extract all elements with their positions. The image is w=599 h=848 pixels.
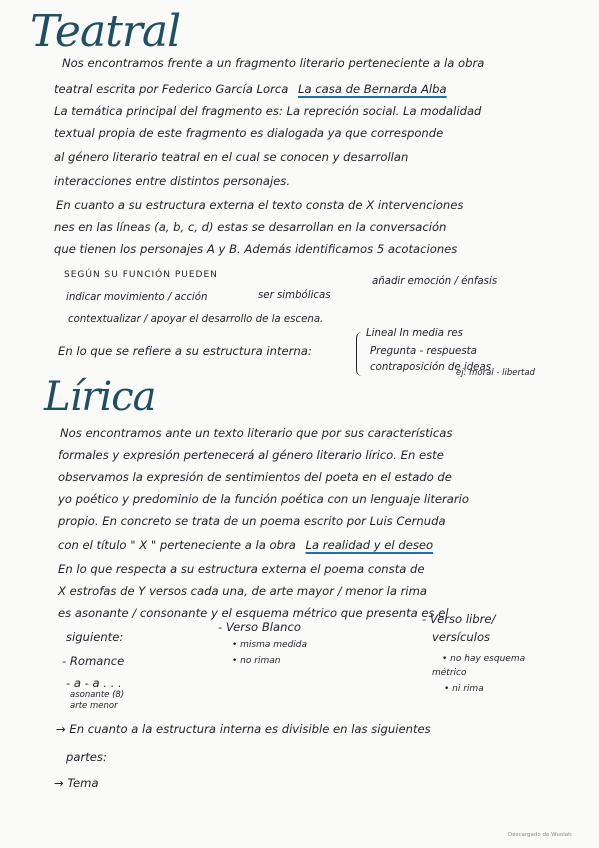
obra-link-bernarda-alba: La casa de Bernarda Alba [298, 82, 447, 96]
funcion-heading: SEGÚN SU FUNCIÓN PUEDEN [64, 270, 218, 280]
metrica-col2-item2: • no riman [232, 656, 281, 666]
metrica-col3-head2: versículos [432, 630, 491, 644]
obra-link-realidad-deseo: La realidad y el deseo [305, 538, 434, 552]
teatral-p2-line-3: que tienen los personajes A y B. Además identificamos 5 acotaciones [54, 242, 458, 256]
teatral-line-5: al género literario teatral en el cual se conocen y desarrollan [54, 150, 409, 164]
lirica-tema: → Tema [54, 776, 99, 790]
lirica-line-3: observamos la expresión de sentimientos del poeta en el estado de [58, 470, 452, 484]
teatral-p2-line-2: nes en las líneas (a, b, c, d) estas se desarrollan en la conversación [54, 220, 447, 234]
lirica-line-4: yo poético y predominio de la función poética con un lenguaje literario [58, 492, 469, 506]
interna-item-lineal: Lineal In media res [366, 328, 463, 339]
teatral-line-3: La temática principal del fragmento es: La repreción social. La modalidad [54, 104, 482, 118]
interna-item-pregunta: Pregunta - respuesta [370, 346, 477, 357]
metrica-col2-item1: • misma medida [232, 640, 308, 650]
funcion-item-emocion: añadir emoción / énfasis [372, 276, 498, 287]
metrica-col1-item2: - a - a . . . [66, 676, 122, 690]
interna-item-contraposicion: contraposición de ideas [370, 362, 492, 373]
metrica-col1-head: siguiente: [66, 630, 124, 644]
metrica-col1-item1: - Romance [62, 654, 125, 668]
teatral-line-1: Nos encontramos frente a un fragmento literario perteneciente a la obra [62, 56, 485, 70]
lirica-interna-line-2: partes: [66, 750, 107, 764]
funcion-item-simbolicas: ser simbólicas [258, 290, 331, 301]
metrica-col1-item4: arte menor [70, 701, 118, 711]
metrica-col2-head: - Verso Blanco [218, 620, 301, 634]
lirica-line-1: Nos encontramos ante un texto literario que por sus características [60, 426, 453, 440]
interna-intro: En lo que se refiere a su estructura interna: [58, 344, 312, 358]
metrica-col3-item2: métrico [432, 668, 467, 678]
section-title-teatral: Teatral [30, 6, 181, 57]
metrica-col3-head1: - Verso libre/ [422, 612, 496, 626]
lirica-line-6-text: con el título " X " perteneciente a la obra [58, 538, 296, 552]
lirica-p2-line-2: X estrofas de Y versos cada una, de arte mayor / menor la rima [58, 584, 428, 598]
lirica-line-6 [58, 538, 433, 552]
lirica-interna-line-1: → En cuanto a la estructura interna es divisible en las siguientes [56, 722, 431, 736]
teatral-line-2 [54, 82, 447, 96]
lirica-line-5: propio. En concreto se trata de un poema escrito por Luis Cernuda [58, 514, 446, 528]
section-title-lirica: Lírica [44, 374, 156, 420]
metrica-col3-item1: • no hay esquema [442, 654, 526, 664]
lirica-line-2: formales y expresión pertenecerá al género literario lírico. En este [58, 448, 444, 462]
interna-note: ej: moral - libertad [456, 368, 535, 378]
metrica-col1-item3: asonante (8) [70, 690, 125, 700]
teatral-line-4: textual propia de este fragmento es dialogada ya que corresponde [54, 126, 444, 140]
funcion-item-contextualizar: contextualizar / apoyar el desarrollo de la escena. [68, 314, 324, 325]
metrica-col3-item3: • ni rima [444, 684, 484, 694]
footer-watermark: Descargado de Wuolah [508, 832, 572, 838]
teatral-line-2-text: teatral escrita por Federico García Lorca [54, 82, 289, 96]
teatral-line-6: interacciones entre distintos personajes. [54, 174, 291, 188]
lirica-p2-line-3: es asonante / consonante y el esquema métrico que presenta es el [58, 606, 449, 620]
teatral-p2-line-1: En cuanto a su estructura externa el texto consta de X intervenciones [56, 198, 464, 212]
lirica-p2-line-1: En lo que respecta a su estructura externa el poema consta de [58, 562, 425, 576]
funcion-item-indicar: indicar movimiento / acción [66, 292, 208, 303]
